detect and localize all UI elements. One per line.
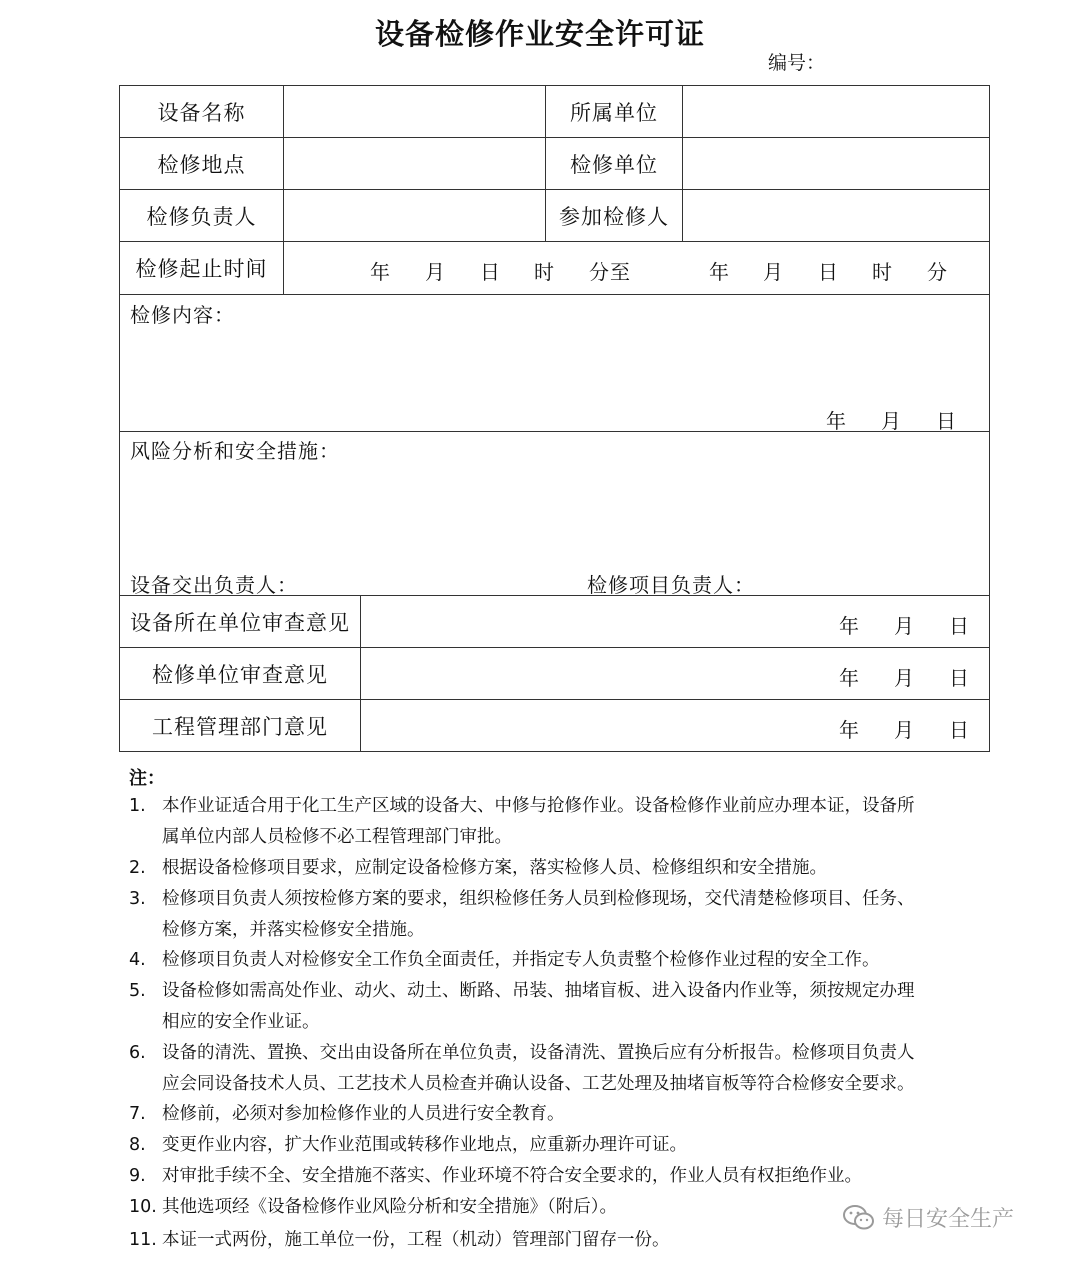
participants-input[interactable] — [683, 190, 989, 241]
notes-title: 注： — [129, 768, 165, 789]
owner-review-month: 月 — [894, 614, 915, 638]
owner-review-day: 日 — [949, 614, 970, 638]
serial-number-label: 编号： — [768, 52, 826, 74]
period-start-day: 日 — [480, 260, 501, 284]
period-end-day: 日 — [818, 260, 839, 284]
repair-unit-review-year: 年 — [839, 666, 860, 690]
period-end-minute: 分 — [927, 260, 948, 284]
location-input[interactable] — [284, 138, 545, 189]
engineering-dept-review-day: 日 — [949, 718, 970, 742]
wechat-icon — [842, 1203, 876, 1233]
note-item: 10. 其他选项经《设备检修作业风险分析和安全措施》（附后）。 — [129, 1197, 617, 1217]
note-item: 6. 设备的清洗、置换、交出由设备所在单位负责，设备清洗、置换后应有分析报告。检修项目负责人 应会同设备技术人员、工艺技术人员检查并确认设备、工艺处理及抽堵盲板等符合检修安全要求。 — [129, 1043, 915, 1094]
note-item: 2. 根据设备检修项目要求，应制定设备检修方案，落实检修人员、检修组织和安全措施。 — [129, 858, 827, 878]
engineering-dept-review-month: 月 — [894, 718, 915, 742]
engineering-dept-review-year: 年 — [839, 718, 860, 742]
period-end-year: 年 — [709, 260, 730, 284]
form-title: 设备检修作业安全许可证 — [374, 17, 705, 51]
repair-unit-label: 检修单位 — [570, 152, 658, 177]
participants-label: 参加检修人 — [559, 204, 669, 229]
repair-unit-review-month: 月 — [894, 666, 915, 690]
note-item: 11. 本证一式两份，施工单位一份，工程（机动）管理部门留存一份。 — [129, 1230, 670, 1250]
leader-input[interactable] — [284, 190, 545, 241]
project-leader-label: 检修项目负责人： — [587, 573, 755, 597]
row-divider — [120, 294, 989, 295]
permit-form-table — [119, 85, 990, 752]
content-date-year: 年 — [826, 409, 847, 433]
period-start-month: 月 — [425, 260, 446, 284]
equipment-name-label: 设备名称 — [157, 100, 246, 125]
period-label: 检修起止时间 — [135, 257, 268, 281]
watermark-text: 每日安全生产 — [882, 1207, 1015, 1232]
note-item: 4. 检修项目负责人对检修安全工作负全面责任，并指定专人负责整个检修作业过程的安全工作。 — [129, 950, 880, 970]
period-end-month: 月 — [763, 260, 784, 284]
content-label: 检修内容： — [130, 303, 235, 327]
engineering-dept-review-label: 工程管理部门意见 — [152, 714, 328, 739]
row-divider — [120, 431, 989, 432]
owner-unit-input[interactable] — [683, 86, 989, 137]
repair-unit-review-label: 检修单位审查意见 — [152, 662, 328, 687]
owner-review-label: 设备所在单位审查意见 — [130, 610, 350, 635]
note-item: 1. 本作业证适合用于化工生产区域的设备大、中修与抢修作业。设备检修作业前应办理本证，设备所 属单位内部人员检修不必工程管理部门审批。 — [129, 796, 915, 847]
period-start-hour: 时 — [534, 260, 555, 284]
note-item: 8. 变更作业内容，扩大作业范围或转移作业地点，应重新办理许可证。 — [129, 1135, 687, 1155]
handover-leader-label: 设备交出负责人： — [130, 573, 298, 597]
equipment-name-input[interactable] — [284, 86, 545, 137]
note-item: 3. 检修项目负责人须按检修方案的要求，组织检修任务人员到检修现场，交代清楚检修项目、任务、 检修方案，并落实检修安全措施。 — [129, 889, 915, 940]
location-label: 检修地点 — [157, 152, 246, 177]
period-start-year: 年 — [370, 260, 391, 284]
note-item: 5. 设备检修如需高处作业、动火、动土、断路、吊装、抽堵盲板、进入设备内作业等，须按规定办理 相应的安全作业证。 — [129, 981, 915, 1032]
owner-review-year: 年 — [839, 614, 860, 638]
column-divider — [360, 595, 361, 751]
note-item: 7. 检修前，必须对参加检修作业的人员进行安全教育。 — [129, 1104, 565, 1124]
period-end-hour: 时 — [872, 260, 893, 284]
owner-unit-label: 所属单位 — [570, 100, 658, 125]
period-start-minute-to: 分至 — [589, 260, 631, 284]
risk-label: 风险分析和安全措施： — [130, 439, 340, 463]
content-date-month: 月 — [881, 409, 902, 433]
leader-label: 检修负责人 — [146, 204, 257, 229]
repair-unit-review-day: 日 — [949, 666, 970, 690]
repair-unit-input[interactable] — [683, 138, 989, 189]
note-item: 9. 对审批手续不全、安全措施不落实、作业环境不符合安全要求的，作业人员有权拒绝作业。 — [129, 1166, 862, 1186]
content-date-day: 日 — [936, 409, 957, 433]
watermark — [842, 1202, 1014, 1233]
